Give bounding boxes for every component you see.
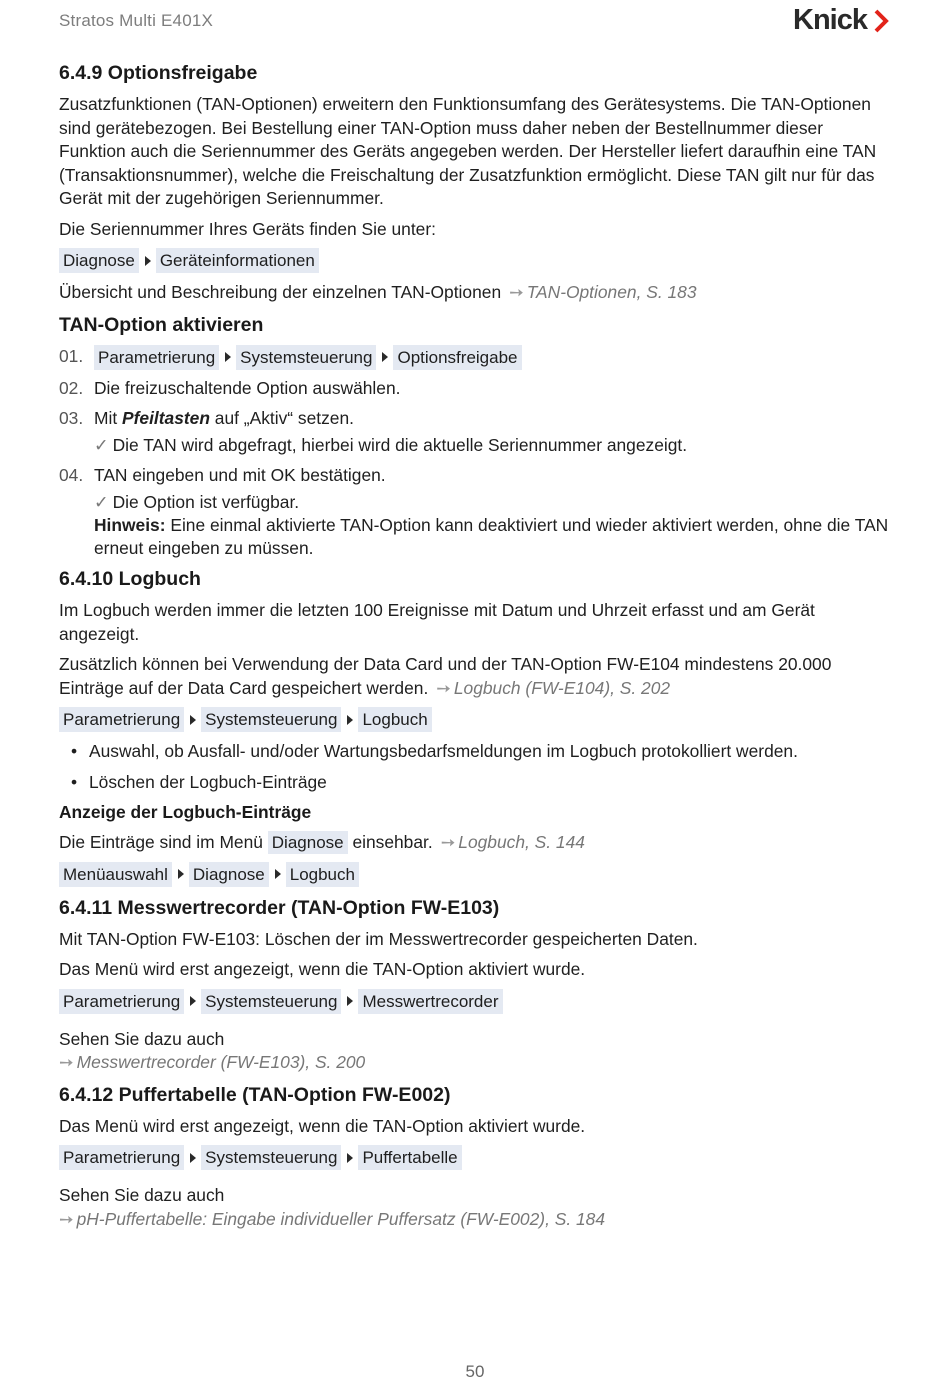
section-heading-6-4-9: 6.4.9 Optionsfreigabe: [59, 62, 258, 84]
page-number: 50: [465, 1362, 485, 1381]
serial-number-hint: Die Seriennummer Ihres Geräts finden Sie unter:: [59, 218, 436, 239]
logbook-options-list: [59, 740, 889, 794]
menu-chip[interactable]: Systemsteuerung: [201, 989, 341, 1014]
logbook-intro: Im Logbuch werden immer die letzten 100 Ereignisse mit Datum und Uhrzeit erfasst und am Gerät angezeigt.: [59, 600, 815, 644]
cross-reference-link[interactable]: Logbuch, S. 144: [458, 832, 585, 852]
checkmark-icon: ✓: [94, 491, 109, 512]
see-also-label: Sehen Sie dazu auch: [59, 1028, 225, 1049]
bullet: •: [71, 771, 78, 792]
triangle-right-icon: [347, 715, 353, 725]
menu-chip[interactable]: Parametrierung: [59, 1145, 184, 1170]
step-number: 03.: [59, 408, 84, 428]
steps-list: [59, 345, 889, 560]
menu-path-diagnose-logbuch: [59, 862, 889, 887]
arrow-right-icon: ➙: [440, 832, 456, 852]
subheading-anzeige-logbuch: Anzeige der Logbuch-Einträge: [59, 802, 312, 822]
list-item: [59, 740, 889, 764]
menu-chip[interactable]: Diagnose: [189, 862, 269, 887]
logo-text: Knick: [793, 4, 867, 36]
cross-reference-link[interactable]: pH-Puffertabelle: Eingabe individueller Puffersatz (FW-E002), S. 184: [76, 1208, 606, 1229]
arrow-right-icon: ➙: [59, 1208, 74, 1229]
step-text: [94, 407, 889, 431]
list-item-text: Löschen der Logbuch-Einträge: [89, 771, 327, 792]
triangle-right-icon: [145, 256, 151, 266]
overview-text: Übersicht und Beschreibung der einzelnen TAN-Optionen: [59, 282, 502, 302]
arrow-right-icon: ➙: [59, 1052, 74, 1072]
triangle-right-icon: [190, 1153, 196, 1163]
cross-reference-link[interactable]: TAN-Optionen, S. 183: [526, 282, 697, 302]
recorder-description: Mit TAN-Option FW-E103: Löschen der im Messwertrecorder gespeicherten Daten.: [59, 928, 698, 949]
see-also-buffer: [59, 1184, 889, 1231]
see-also-label: Sehen Sie dazu auch: [59, 1185, 225, 1205]
triangle-right-icon: [275, 869, 281, 879]
menu-chip[interactable]: Menüauswahl: [59, 862, 172, 887]
logbook-data-card: [59, 653, 889, 700]
menu-chip[interactable]: Geräteinformationen: [156, 248, 319, 273]
result-text: Die TAN wird abgefragt, hierbei wird die aktuelle Seriennummer angezeigt.: [112, 434, 688, 455]
step-text: Die freizuschaltende Option auswählen.: [94, 377, 401, 398]
see-also-recorder: [59, 1028, 889, 1075]
menu-path-puffertabelle: [59, 1145, 889, 1170]
menu-path-diagnose: [59, 248, 889, 273]
menu-chip[interactable]: Parametrierung: [59, 989, 184, 1014]
note-text: Eine einmal aktivierte TAN-Option kann deaktiviert und wieder aktiviert werden, ohne die TAN erneut eingeben zu müssen.: [94, 515, 889, 558]
page-header: [59, 4, 889, 36]
step-item: [59, 464, 889, 559]
subheading-tan-option-aktivieren: TAN-Option aktivieren: [59, 313, 264, 336]
cross-reference-link[interactable]: Logbuch (FW-E104), S. 202: [453, 677, 671, 698]
hint-text-post: einsehbar.: [347, 832, 433, 852]
note-label: Hinweis:: [94, 515, 166, 535]
menu-chip[interactable]: Systemsteuerung: [236, 345, 376, 370]
section-heading-6-4-10: 6.4.10 Logbuch: [59, 568, 201, 590]
recorder-visibility: Das Menü wird erst angezeigt, wenn die TAN-Option aktiviert wurde.: [59, 959, 586, 979]
triangle-right-icon: [347, 996, 353, 1006]
result-text: Die Option ist verfügbar.: [112, 491, 300, 512]
step-item: [59, 345, 889, 370]
step-item: [59, 377, 889, 401]
menu-chip[interactable]: Messwertrecorder: [358, 989, 502, 1014]
menu-chip[interactable]: Logbuch: [286, 862, 359, 887]
logbook-view-hint: [59, 831, 889, 855]
arrow-right-icon: ➙: [509, 282, 524, 302]
triangle-right-icon: [382, 352, 388, 362]
section-heading-6-4-11: 6.4.11 Messwertrecorder (TAN-Option FW-E103): [59, 896, 500, 919]
hint-text-pre: Die Einträge sind im Menü: [59, 832, 268, 852]
section-6-4-9-intro: Zusatzfunktionen (TAN-Optionen) erweitern den Funktionsumfang des Gerätesystems. Die TAN-Optionen sind gerätebezogen. Bei Bestellung einer TAN-Option muss daher neben der Bestellnummer dieser Funktion auch die Seriennummer des Geräts angegeben werden. Der Hersteller liefert daraufhin eine TAN (Transaktionsnummer), welche die Freischaltung der Zusatzfunktion ermöglicht. Diese TAN gilt nur für das Gerät mit der zugehörigen Seriennummer.: [59, 94, 877, 208]
triangle-right-icon: [178, 869, 184, 879]
tan-options-overview: [59, 281, 889, 305]
buffer-visibility: Das Menü wird erst angezeigt, wenn die TAN-Option aktiviert wurde.: [59, 1115, 586, 1136]
menu-chip[interactable]: Logbuch: [358, 707, 431, 732]
menu-path-messwertrecorder: [59, 989, 889, 1014]
list-item: [59, 771, 889, 795]
page-content: [59, 60, 889, 1238]
step-number: 01.: [59, 345, 84, 366]
triangle-right-icon: [190, 715, 196, 725]
step-text-emphasis: Pfeiltasten: [122, 408, 210, 428]
menu-chip[interactable]: Parametrierung: [59, 707, 184, 732]
menu-path-optionsfreigabe: [94, 345, 889, 370]
step-item: [59, 407, 889, 457]
menu-chip[interactable]: Parametrierung: [94, 345, 219, 370]
note: [94, 514, 889, 559]
document-title: Stratos Multi E401X: [59, 11, 214, 30]
checkmark-icon: ✓: [94, 434, 109, 455]
cross-reference-link[interactable]: Messwertrecorder (FW-E103), S. 200: [76, 1052, 366, 1072]
menu-chip[interactable]: Optionsfreigabe: [393, 345, 521, 370]
logbook-data-card-text: Zusätzlich können bei Verwendung der Data Card und der TAN-Option FW-E104 mindestens 20.000 Einträge auf der Data Card gespeichert werden.: [59, 654, 832, 698]
step-result: [94, 434, 889, 458]
step-text-pre: Mit: [94, 408, 123, 428]
step-number: 04.: [59, 465, 84, 485]
triangle-right-icon: [190, 996, 196, 1006]
bullet: •: [71, 741, 78, 761]
menu-chip[interactable]: Puffertabelle: [358, 1145, 461, 1170]
menu-chip[interactable]: Diagnose: [59, 248, 139, 273]
section-heading-6-4-12: 6.4.12 Puffertabelle (TAN-Option FW-E002): [59, 1083, 451, 1106]
menu-chip[interactable]: Diagnose: [268, 831, 348, 854]
step-result: [94, 491, 889, 515]
menu-chip[interactable]: Systemsteuerung: [201, 707, 341, 732]
triangle-right-icon: [225, 352, 231, 362]
step-text-post: auf „Aktiv“ setzen.: [209, 408, 354, 428]
step-text: TAN eingeben und mit OK bestätigen.: [94, 465, 386, 485]
menu-path-logbuch: [59, 707, 889, 732]
menu-chip[interactable]: Systemsteuerung: [201, 1145, 341, 1170]
arrow-right-icon: ➙: [436, 677, 451, 698]
knick-logo: [793, 4, 889, 37]
logo-chevron-icon: [873, 9, 889, 33]
triangle-right-icon: [347, 1153, 353, 1163]
list-item-text: Auswahl, ob Ausfall- und/oder Wartungsbedarfsmeldungen im Logbuch protokolliert werden.: [89, 741, 798, 761]
step-number: 02.: [59, 377, 84, 398]
